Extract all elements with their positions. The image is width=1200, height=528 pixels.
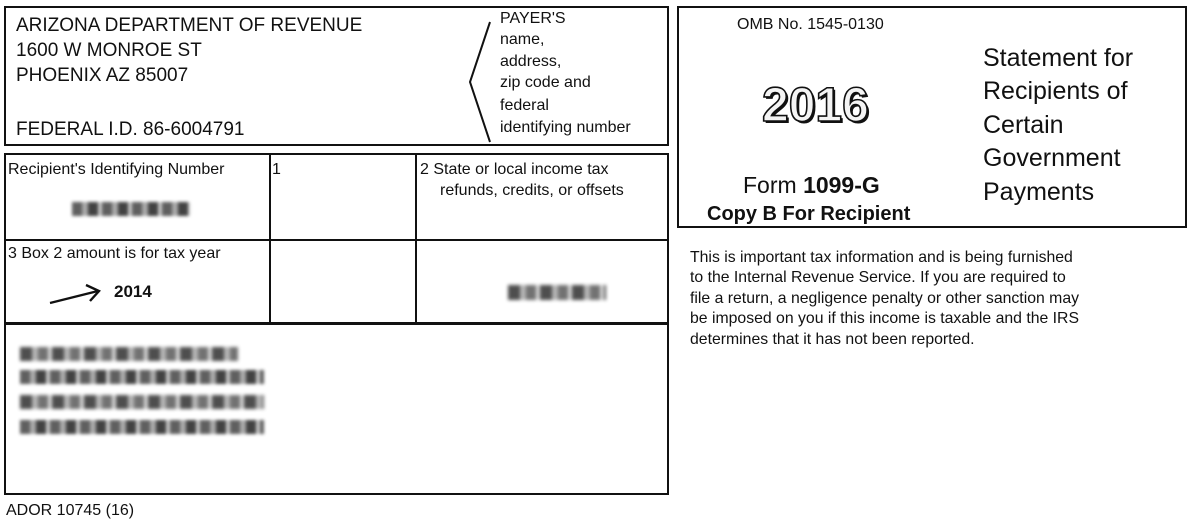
statement-line4: Government	[983, 144, 1121, 172]
recipient-address-redacted-2	[20, 370, 264, 384]
box1-label: 1	[272, 161, 281, 178]
grid-hline-2	[4, 322, 669, 325]
box3-label: 3 Box 2 amount is for tax year	[8, 245, 221, 262]
notice-line4: be imposed on you if this income is taxable and the IRS	[690, 310, 1079, 327]
recipient-address-redacted-4	[20, 420, 264, 434]
notice-line1: This is important tax information and is being furnished	[690, 249, 1073, 266]
form-number	[743, 172, 880, 199]
box2-label-line1: 2 State or local income tax	[420, 161, 609, 178]
tax-year: 2016	[762, 79, 869, 132]
payer-address-line2: PHOENIX AZ 85007	[16, 65, 189, 86]
notice-line5: determines that it has not been reported.	[690, 331, 975, 348]
recipient-address-redacted-3	[20, 395, 264, 409]
form-prefix: Form	[743, 172, 804, 198]
recipient-id-redacted	[72, 202, 190, 216]
copy-label: Copy B For Recipient	[707, 203, 911, 225]
payer-label-6: identifying number	[500, 119, 631, 136]
payer-label-5: federal	[500, 97, 549, 114]
box2-amount-redacted	[508, 285, 606, 300]
payer-address-line1: 1600 W MONROE ST	[16, 40, 202, 61]
statement-line1: Statement for	[983, 44, 1134, 72]
recipient-address-redacted-1	[20, 347, 238, 361]
arrow-icon	[48, 282, 104, 306]
form-number-value: 1099-G	[803, 172, 880, 198]
recipient-id-label: Recipient's Identifying Number	[8, 161, 225, 178]
payer-label-1: PAYER'S	[500, 10, 566, 27]
box2-label-line2: refunds, credits, or offsets	[440, 182, 624, 199]
payer-label-3: address,	[500, 53, 562, 70]
box3-value: 2014	[114, 282, 152, 301]
statement-line2: Recipients of	[983, 77, 1128, 105]
notice-line3: file a return, a negligence penalty or other sanction may	[690, 290, 1080, 307]
payer-bracket-icon	[466, 20, 494, 144]
payer-label-2: name,	[500, 31, 545, 48]
form-code: ADOR 10745 (16)	[6, 502, 135, 519]
payer-federal-id: FEDERAL I.D. 86-6004791	[16, 119, 245, 140]
payer-name: ARIZONA DEPARTMENT OF REVENUE	[16, 15, 363, 36]
notice-line2: to the Internal Revenue Service. If you are required to	[690, 269, 1066, 286]
statement-line5: Payments	[983, 178, 1095, 206]
payer-label-4: zip code and	[500, 74, 591, 91]
statement-line3: Certain	[983, 111, 1064, 139]
grid-hline-1	[4, 239, 669, 241]
omb-number: OMB No. 1545-0130	[737, 16, 884, 33]
